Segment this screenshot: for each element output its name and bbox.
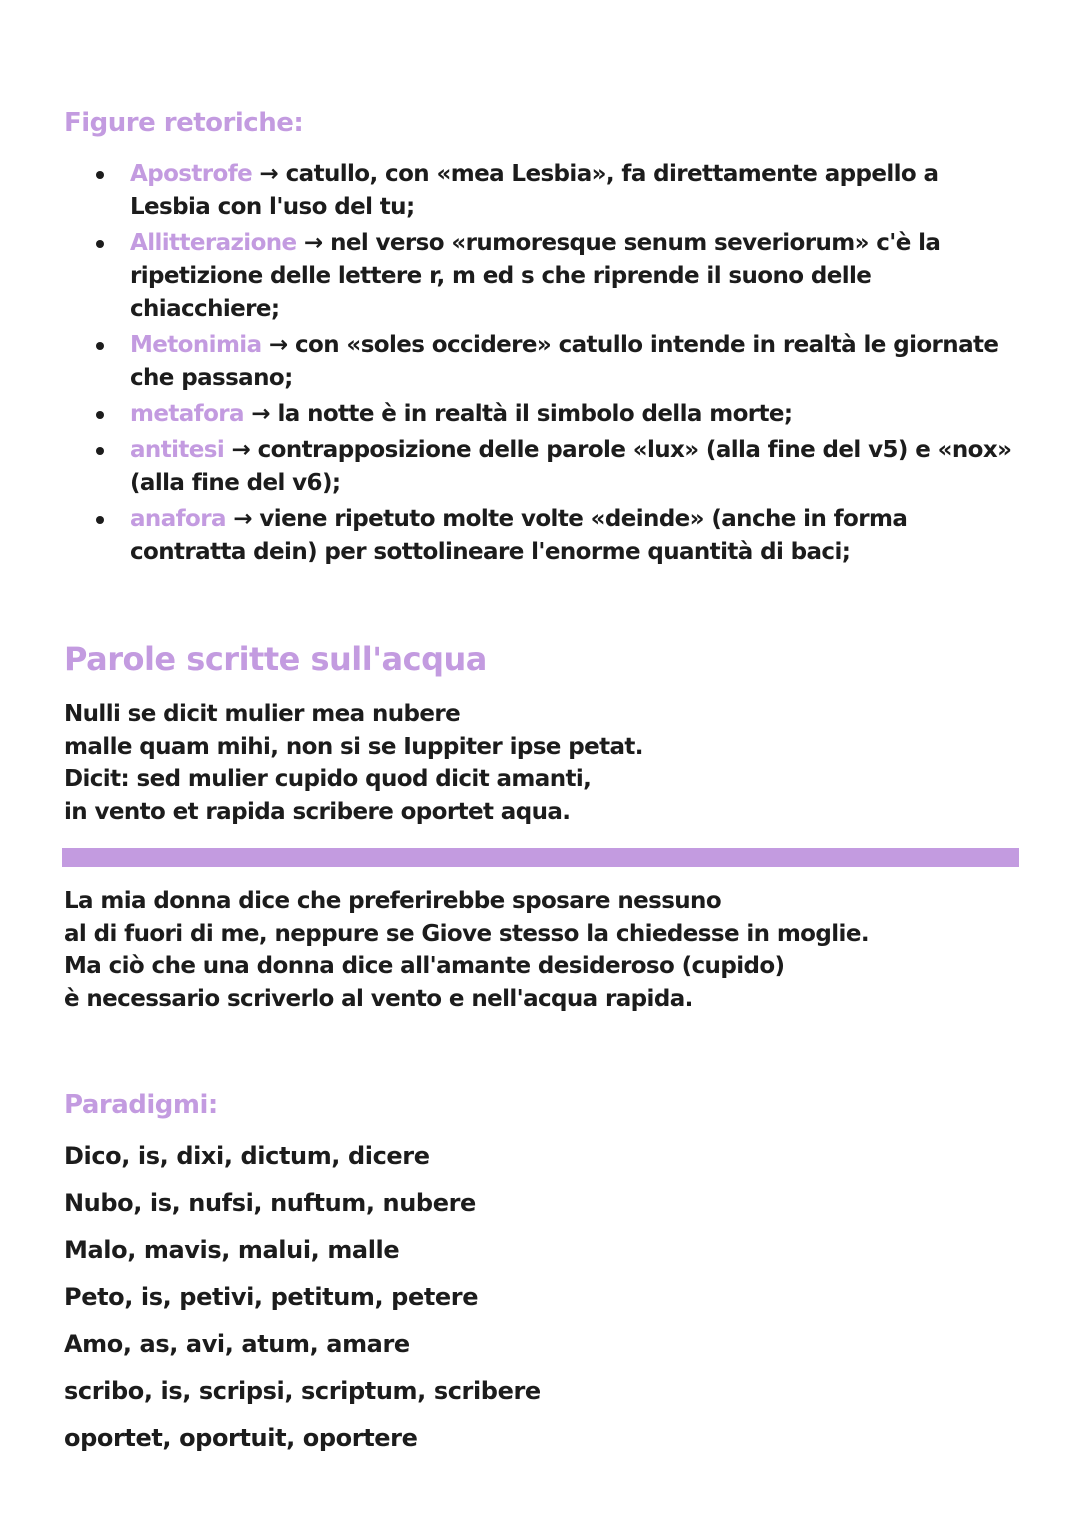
paradigm-item: Malo, mavis, malui, malle xyxy=(64,1236,400,1264)
figure-term: Metonimia xyxy=(130,332,262,358)
paradigm-item: Dico, is, dixi, dictum, dicere xyxy=(64,1142,430,1170)
bullet-icon xyxy=(96,240,104,248)
paradigm-item: scribo, is, scripsi, scriptum, scribere xyxy=(64,1377,541,1405)
list-item xyxy=(64,503,1024,569)
translation-line: La mia donna dice che preferirebbe sposare nessuno xyxy=(64,888,722,914)
paradigm-item: Amo, as, avi, atum, amare xyxy=(64,1330,410,1358)
translation-line: Ma ciò che una donna dice all'amante desideroso (cupido) xyxy=(64,953,785,979)
bullet-icon xyxy=(96,171,104,179)
section-divider xyxy=(62,848,1019,867)
bullet-icon xyxy=(96,342,104,350)
figure-description: → catullo, con «mea Lesbia», fa direttamente appello a Lesbia con l'uso del tu; xyxy=(130,161,939,220)
figure-term: Apostrofe xyxy=(130,161,253,187)
poem-heading: Parole scritte sull'acqua xyxy=(64,640,487,678)
translation-line: è necessario scriverlo al vento e nell'acqua rapida. xyxy=(64,985,693,1012)
figure-term: antitesi xyxy=(130,437,225,463)
figure-description: → contrapposizione delle parole «lux» (alla fine del v5) e «nox» (alla fine del v6); xyxy=(130,437,1012,496)
italian-translation xyxy=(64,885,869,1015)
figure-description: → viene ripetuto molte volte «deinde» (anche in forma contratta dein) per sottolineare l'enorme quantità di baci; xyxy=(130,506,908,565)
poem-line: Dicit: sed mulier cupido quod dicit amanti, xyxy=(64,766,592,792)
list-item xyxy=(64,434,1024,500)
latin-poem xyxy=(64,698,643,828)
translation-line: al di fuori di me, neppure se Giove stesso la chiedesse in moglie. xyxy=(64,920,869,947)
bullet-icon xyxy=(96,411,104,419)
figure-description: → la notte è in realtà il simbolo della morte; xyxy=(251,401,793,427)
poem-line: malle quam mihi, non si se Iuppiter ipse petat. xyxy=(64,733,643,760)
paradigm-item: oportet, oportuit, oportere xyxy=(64,1424,418,1452)
figure-description: → nel verso «rumoresque senum severiorum» c'è la ripetizione delle lettere r, m ed s che riprende il suono delle chiacchiere; xyxy=(130,230,941,322)
paradigms-list xyxy=(64,1136,541,1465)
list-item xyxy=(64,398,1024,431)
figure-term: Allitterazione xyxy=(130,230,297,256)
bullet-icon xyxy=(96,447,104,455)
list-item xyxy=(64,158,1024,224)
figures-heading: Figure retoriche: xyxy=(64,108,304,138)
bullet-icon xyxy=(96,516,104,524)
paradigms-heading: Paradigmi: xyxy=(64,1090,218,1120)
paradigm-item: Nubo, is, nufsi, nuftum, nubere xyxy=(64,1189,476,1217)
list-item xyxy=(64,329,1024,395)
poem-line: in vento et rapida scribere oportet aqua. xyxy=(64,798,571,825)
figure-term: metafora xyxy=(130,401,244,427)
figures-list xyxy=(64,158,1024,572)
figure-description: → con «soles occidere» catullo intende in realtà le giornate che passano; xyxy=(130,332,999,391)
poem-line: Nulli se dicit mulier mea nubere xyxy=(64,701,461,727)
paradigm-item: Peto, is, petivi, petitum, petere xyxy=(64,1283,479,1311)
list-item xyxy=(64,227,1024,326)
figure-term: anafora xyxy=(130,506,226,532)
